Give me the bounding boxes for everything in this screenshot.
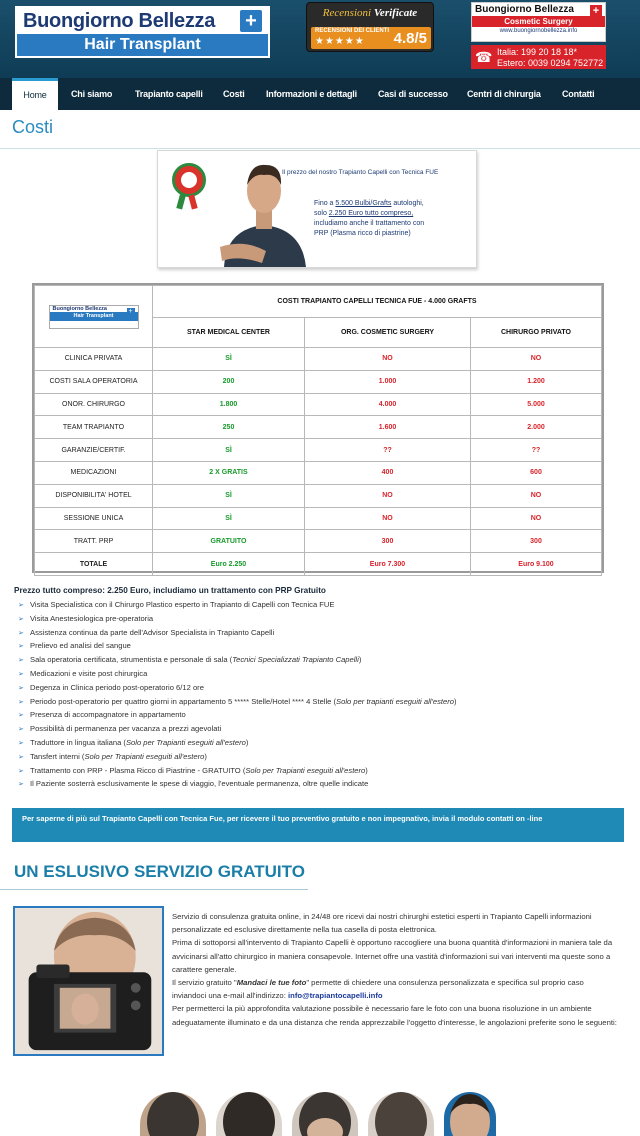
arrow-icon: ➢ <box>18 629 24 637</box>
service-description <box>172 910 620 1029</box>
head-photo <box>292 1092 358 1136</box>
phone-italy: Italia: 199 20 18 18* <box>497 47 578 57</box>
list-item-note: Solo per Trapianti eseguiti all'estero <box>84 751 205 761</box>
table-row <box>35 348 602 371</box>
table-cell: SÌ <box>153 484 305 507</box>
table-logo <box>49 305 139 329</box>
arrow-icon: ➢ <box>18 726 24 734</box>
reviews-rating-bar <box>311 27 431 49</box>
service-p3 <box>172 976 620 1002</box>
table-cell: SÌ <box>153 439 305 462</box>
total-label: TOTALE <box>35 553 153 576</box>
table-cell: NO <box>471 507 602 530</box>
phone-contacts[interactable] <box>471 45 606 69</box>
arrow-icon: ➢ <box>18 698 24 706</box>
table-cell: NO <box>305 507 471 530</box>
promo-line2-underlined: 2.250 Euro tutto compreso, <box>328 210 414 217</box>
list-item <box>18 612 618 626</box>
divider <box>0 148 640 149</box>
list-item <box>18 598 618 612</box>
list-item-note: Solo per Trapianti eseguiti all'estero <box>125 737 246 747</box>
table-cell: 1.200 <box>471 370 602 393</box>
arrow-icon: ➢ <box>18 712 24 720</box>
nav-item-costi[interactable]: Costi <box>223 89 245 99</box>
table-cell: ?? <box>305 439 471 462</box>
list-item-text: Traduttore in lingua italiana ( <box>30 737 126 747</box>
list-item-end: ) <box>358 655 362 665</box>
arrow-icon: ➢ <box>18 670 24 678</box>
row-label: ONOR. CHIRURGO <box>35 393 153 416</box>
promo-line4: PRP (Plasma ricco di piastrine) <box>314 230 411 237</box>
table-cell: 400 <box>305 461 471 484</box>
page-title: Costi <box>12 117 54 137</box>
reviews-title-a: Recensioni <box>322 7 372 19</box>
site-logo[interactable] <box>15 6 270 58</box>
table-cell: NO <box>471 484 602 507</box>
cosmetic-surgery-logo[interactable] <box>471 2 606 42</box>
list-item-text: Assistenza continua da parte dell'Advisor Specialista in Trapianto Capelli <box>30 627 275 637</box>
table-cell: 300 <box>305 530 471 553</box>
table-cell: SÌ <box>153 507 305 530</box>
column-header: STAR MEDICAL CENTER <box>153 318 305 348</box>
row-label: TRATT. PRP <box>35 530 153 553</box>
promo-line3: includiamo anche il trattamento con <box>314 220 425 227</box>
table-title: COSTI TRAPIANTO CAPELLI TECNICA FUE - 4.000 GRAFTS <box>153 286 602 318</box>
logo-right-title: Buongiorno Bellezza <box>475 4 574 15</box>
includes-title: Prezzo tutto compreso: 2.250 Euro, includiamo un trattamento con PRP Gratuito <box>14 586 326 595</box>
table-cell: 600 <box>471 461 602 484</box>
table-cell: 2.000 <box>471 416 602 439</box>
list-item-text: Presenza di accompagnatore in appartamento <box>30 710 186 720</box>
main-nav <box>0 78 640 110</box>
list-item-text: Periodo post-operatorio per quattro giorni in appartamento 5 ***** Stelle/Hotel **** 4 Stelle ( <box>30 696 337 706</box>
rating-score: 4.8/5 <box>393 30 427 47</box>
table-cell: 1.800 <box>153 393 305 416</box>
list-item-text: Degenza in Clinica periodo post-operatorio 6/12 ore <box>30 682 204 692</box>
arrow-icon: ➢ <box>18 602 24 609</box>
arrow-icon: ➢ <box>18 767 24 775</box>
reviews-title-b: Verificate <box>373 7 418 19</box>
table-row <box>35 393 602 416</box>
list-item-text: Medicazioni e visite post chirurgica <box>30 668 148 678</box>
rating-stars-icon: ★★★★★ <box>315 36 365 47</box>
table-cell: GRATUITO <box>153 530 305 553</box>
table-cell: 250 <box>153 416 305 439</box>
list-item-text: Possibilità di permanenza per vacanza a prezzi agevolati <box>30 724 222 734</box>
arrow-icon: ➢ <box>18 684 24 692</box>
list-item-text: Sala operatoria certificata, strumentista e personale di sala ( <box>30 655 233 665</box>
table-cell: 200 <box>153 370 305 393</box>
list-item <box>18 653 618 667</box>
row-label: MEDICAZIONI <box>35 461 153 484</box>
table-logo-subtitle: Hair Transplant <box>50 312 138 321</box>
column-header: ORG. COSMETIC SURGERY <box>305 318 471 348</box>
service-p4: Per permetterci la più approfondita valutazione possibile è necessario fare le foto con una buona risoluzione in un ambiente adeguatamente illuminato e da una distanza che renda apprezzabile l'oggetto d'interesse, le angolazioni preferite sono le seguenti: <box>172 1004 617 1027</box>
table-row <box>35 461 602 484</box>
list-item <box>18 736 618 750</box>
ribbon-icon <box>176 194 185 209</box>
section-title: UN ESLUSIVO SERVIZIO GRATUITO <box>14 862 305 881</box>
nav-item-casi-di-successo[interactable]: Casi di successo <box>378 89 448 99</box>
table-row <box>35 507 602 530</box>
head-photo <box>140 1092 206 1136</box>
nav-item-chi-siamo[interactable]: Chi siamo <box>71 89 113 99</box>
includes-list <box>18 598 618 791</box>
nav-item-home[interactable]: Home <box>12 78 58 110</box>
logo-subtitle: Hair Transplant <box>17 34 268 56</box>
list-item <box>18 708 618 722</box>
logo-right-url: www.buongiornobellezza.info <box>499 28 578 34</box>
nav-item-contatti[interactable]: Contatti <box>562 89 595 99</box>
head-photo <box>444 1092 496 1136</box>
arrow-icon: ➢ <box>18 615 24 623</box>
reviews-caption: RECENSIONI DEI CLIENTI <box>315 28 390 34</box>
phone-icon: ☎ <box>475 49 493 65</box>
row-label: TEAM TRAPIANTO <box>35 416 153 439</box>
ribbon-icon <box>188 194 197 209</box>
reviews-title <box>307 3 433 19</box>
service-p3-c: " permette di chiedere una consulenza personalizzata e specifica sul proprio caso inviandoci una e-mail all'indirizzo: <box>172 978 584 1001</box>
arrow-icon: ➢ <box>18 781 24 789</box>
list-item-note: Solo per Trapianti eseguiti all'estero <box>245 765 366 775</box>
list-item <box>18 722 618 736</box>
table-logo-cell <box>35 286 153 348</box>
row-label: COSTI SALA OPERATORIA <box>35 370 153 393</box>
total-value: Euro 7.300 <box>305 553 471 576</box>
nav-item-trapianto-capelli[interactable]: Trapianto capelli <box>135 89 203 99</box>
arrow-icon: ➢ <box>18 753 24 761</box>
list-item-text: Visita Anestesiologica pre-operatoria <box>30 613 154 623</box>
cross-icon: + <box>590 5 602 17</box>
list-item <box>18 639 618 653</box>
logo-right-subtitle: Cosmetic Surgery <box>472 16 605 27</box>
promo-line1-end: autologhi, <box>391 200 424 207</box>
phone-abroad: Estero: 0039 0294 752772 <box>497 58 604 68</box>
arrow-icon: ➢ <box>18 739 24 747</box>
promo-line2: solo <box>314 210 329 217</box>
camera-photo <box>13 906 164 1056</box>
arrow-icon: ➢ <box>18 643 24 651</box>
column-header: CHIRURGO PRIVATO <box>471 318 602 348</box>
service-p3-b: Mandaci le tue foto <box>236 978 307 988</box>
photo-angles-gallery <box>140 1092 500 1136</box>
table-cell: 2 X GRATIS <box>153 461 305 484</box>
divider <box>0 889 308 890</box>
cross-icon: + <box>128 307 133 315</box>
list-item-end: ) <box>454 696 457 706</box>
email-link[interactable]: info@trapiantocapelli.info <box>287 991 383 1001</box>
arrow-icon: ➢ <box>18 657 24 665</box>
quality-badge-icon <box>172 163 206 197</box>
list-item-end: ) <box>245 737 249 747</box>
table-cell: 300 <box>471 530 602 553</box>
row-label: DISPONIBILITA' HOTEL <box>35 484 153 507</box>
list-item-text: Il Paziente sosterrà esclusivamente le spese di viaggio, l'eventuale permanenza, oltre quelle indicate <box>30 779 369 789</box>
table-total-row <box>35 553 602 576</box>
service-p2: Prima di sottoporsi all'intervento di Trapianto Capelli è opportuno raccogliere una buona quantità d'informazioni in maniera tale da avvicinarsi all'atto chirurgico in maniera consapevole. Internet offre una vastità d'informazioni sui vari interventi ma queste sono a carattere generale. <box>172 938 613 974</box>
row-label: SESSIONE UNICA <box>35 507 153 530</box>
list-item-note: Tecnici Specializzati Trapianto Capelli <box>232 655 359 665</box>
site-header <box>0 0 640 78</box>
list-item-text: Trattamento con PRP - Plasma Ricco di Piastrine - GRATUITO ( <box>30 765 246 775</box>
list-item <box>18 626 618 640</box>
verified-reviews-badge[interactable] <box>306 2 434 52</box>
costs-table <box>32 283 604 573</box>
list-item <box>18 667 618 681</box>
service-p1: Servizio di consulenza gratuita online, in 24/48 ore ricevi dai nostri chirurghi estetici esperti in Trapianto Capelli informazioni personalizzate ed esclusive direttamente nella tua casella di posta elettronica. <box>172 912 592 935</box>
table-cell: ?? <box>471 439 602 462</box>
table-cell: SÌ <box>153 348 305 371</box>
nav-item-centri-di-chirurgia[interactable]: Centri di chirurgia <box>467 89 541 99</box>
head-photo <box>216 1092 282 1136</box>
row-label: GARANZIE/CERTIF. <box>35 439 153 462</box>
table-cell: 1.000 <box>305 370 471 393</box>
list-item-text: Tansfert interni ( <box>30 751 85 761</box>
total-value: Euro 2.250 <box>153 553 305 576</box>
row-label: CLINICA PRIVATA <box>35 348 153 371</box>
table-cell: NO <box>305 348 471 371</box>
table-row <box>35 416 602 439</box>
list-item <box>18 777 618 791</box>
list-item-end: ) <box>204 751 207 761</box>
promo-line1: Fino a <box>314 200 336 207</box>
service-p3-a: Il servizio gratuito " <box>172 978 237 988</box>
cross-icon: + <box>240 10 262 32</box>
list-item <box>18 764 618 778</box>
list-item <box>18 695 618 709</box>
nav-item-informazioni[interactable]: Informazioni e dettagli <box>266 89 357 99</box>
contact-info-bar[interactable]: Per saperne di più sul Trapianto Capelli con Tecnica Fue, per ricevere il tuo preventivo gratuito e non impegnativo, invia il modulo contatti on -line <box>12 808 624 842</box>
list-item <box>18 681 618 695</box>
promo-line1-underlined: 5.500 Bulbi/Grafts <box>335 200 392 207</box>
table-row <box>35 530 602 553</box>
table-row <box>35 484 602 507</box>
price-promo-banner <box>157 150 477 268</box>
table-cell: 5.000 <box>471 393 602 416</box>
list-item-text: Visita Specialistica con il Chirurgo Plastico esperto in Trapianto di Capelli con Tecnica FUE <box>30 600 335 609</box>
logo-title: Buongiorno Bellezza <box>17 8 268 34</box>
promo-title: Il prezzo del nostro Trapianto Capelli con Tecnica FUE <box>282 169 439 176</box>
list-item-text: Prelievo ed analisi del sangue <box>30 641 131 651</box>
head-photo <box>368 1092 434 1136</box>
list-item-note: Solo per trapianti eseguiti all'estero <box>336 696 455 706</box>
list-item <box>18 750 618 764</box>
table-cell: 1.600 <box>305 416 471 439</box>
list-item-end: ) <box>365 765 368 775</box>
total-value: Euro 9.100 <box>471 553 602 576</box>
table-cell: NO <box>305 484 471 507</box>
table-row <box>35 370 602 393</box>
table-cell: 4.000 <box>305 393 471 416</box>
table-logo-title: Buongiorno Bellezza <box>52 305 107 312</box>
table-row <box>35 439 602 462</box>
table-cell: NO <box>471 348 602 371</box>
promo-text <box>314 199 474 239</box>
